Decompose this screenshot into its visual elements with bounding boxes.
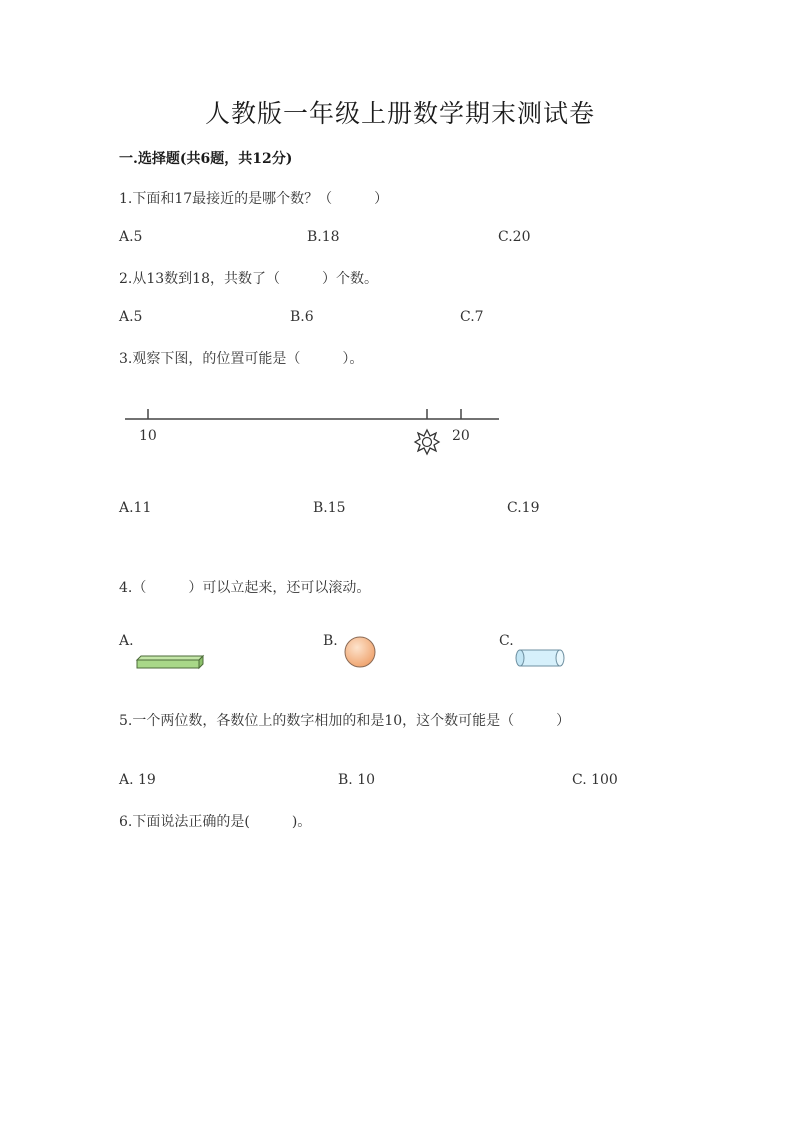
question-4-option-c: C.	[499, 633, 514, 649]
question-1-option-a: A.5	[119, 229, 143, 245]
question-2-option-c: C.7	[460, 309, 484, 325]
question-5-text: 5.一个两位数，各数位上的数字相加的和是10，这个数可能是（ ）	[119, 713, 571, 729]
question-4-text: 4.（ ）可以立起来，还可以滚动。	[119, 580, 371, 596]
question-6-text: 6.下面说法正确的是( )。	[119, 814, 312, 830]
section-heading: 一.选择题(共6题，共12分)	[119, 151, 293, 167]
page-title: 人教版一年级上册数学期末测试卷	[204, 99, 595, 128]
number-line-label-10: 10	[139, 428, 157, 444]
question-4-option-a: A.	[119, 633, 134, 649]
cylinder-icon	[515, 647, 567, 669]
question-2-option-b: B.6	[290, 309, 314, 325]
question-3-option-a: A.11	[119, 500, 152, 516]
question-4-option-b: B.	[323, 633, 338, 649]
sun-icon	[415, 430, 439, 454]
question-2-text: 2.从13数到18，共数了（ ）个数。	[119, 271, 378, 287]
question-1-text: 1.下面和17最接近的是哪个数？（ ）	[119, 191, 389, 207]
number-line-label-20: 20	[452, 428, 470, 444]
question-1-option-c: C.20	[498, 229, 531, 245]
question-5-option-a: A. 19	[119, 772, 156, 788]
question-5-option-b: B. 10	[338, 772, 376, 788]
cuboid-icon	[135, 654, 205, 670]
question-3-text: 3.观察下图，的位置可能是（ ）。	[119, 351, 364, 367]
question-3-option-b: B.15	[313, 500, 346, 516]
question-3-option-c: C.19	[507, 500, 540, 516]
sphere-icon	[342, 634, 378, 670]
question-5-option-c: C. 100	[572, 772, 618, 788]
number-line-figure	[120, 400, 510, 460]
question-1-option-b: B.18	[307, 229, 340, 245]
question-2-option-a: A.5	[119, 309, 143, 325]
